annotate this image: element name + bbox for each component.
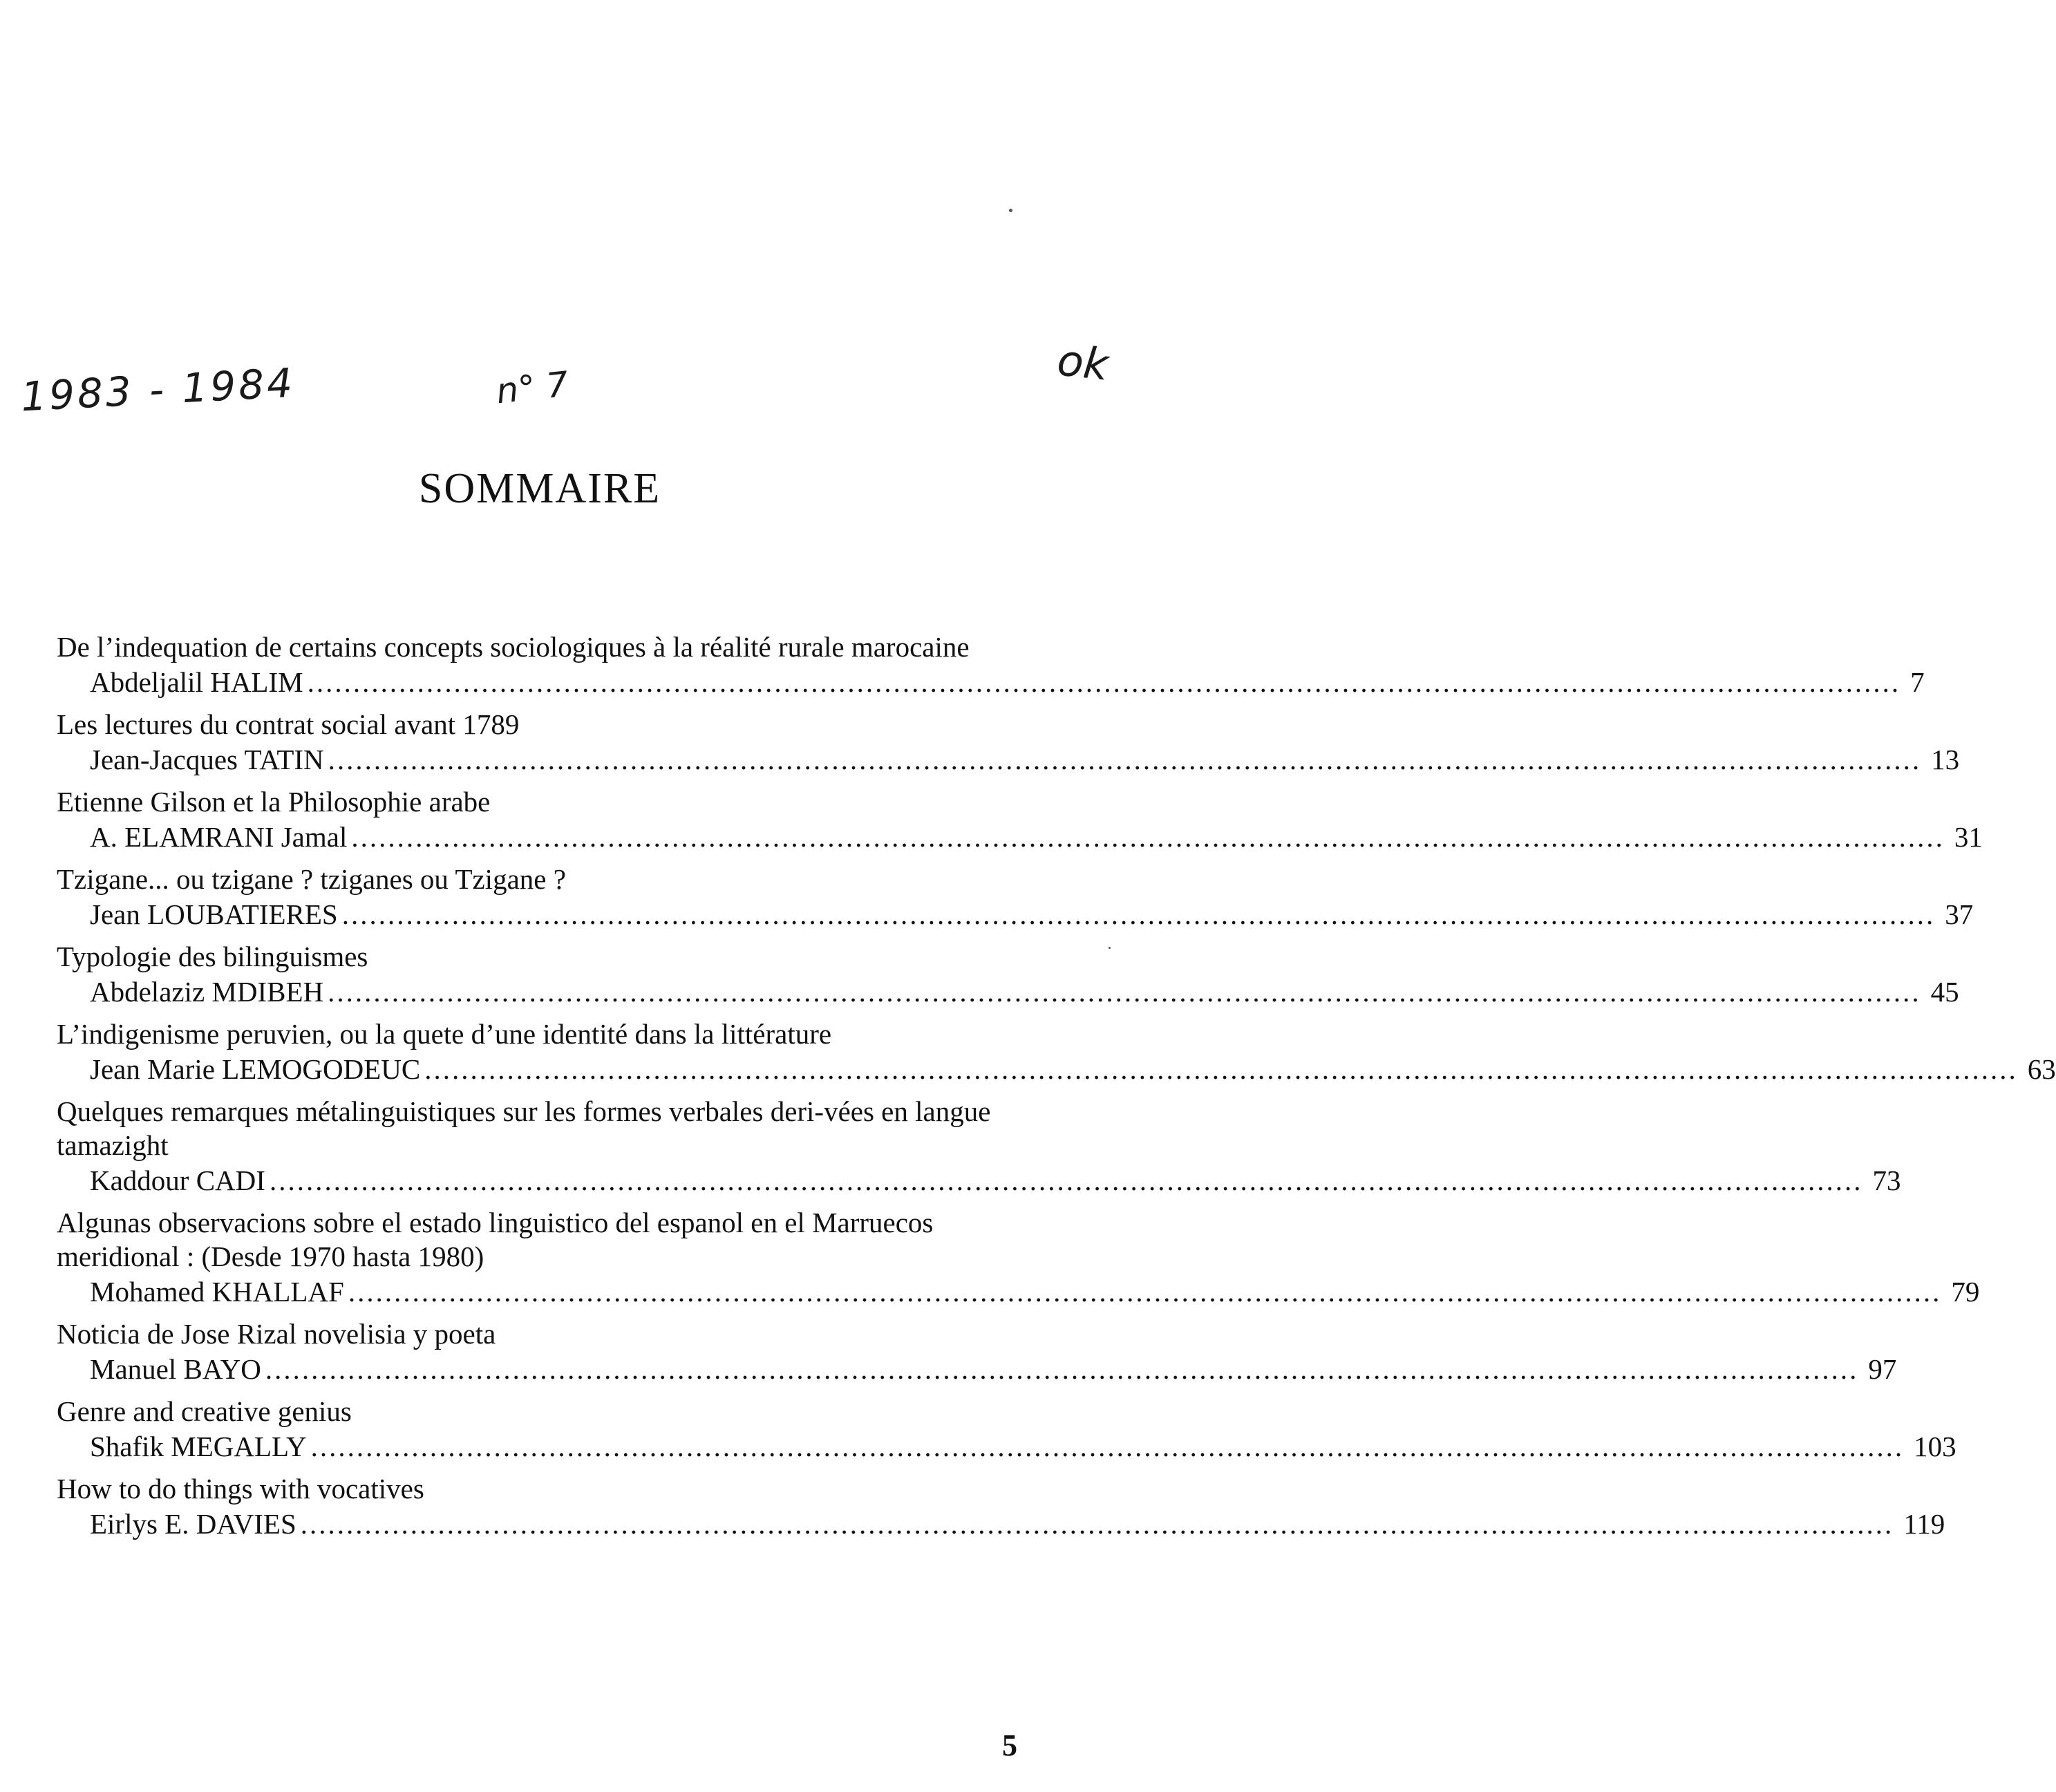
entry-title: Typologie des bilinguismes bbox=[57, 941, 368, 972]
entry-author: Kaddour CADI bbox=[90, 1164, 265, 1196]
toc-entry bbox=[57, 1317, 1897, 1387]
entry-title: Tzigane... ou tzigane ? tziganes ou Tzigane ? bbox=[57, 863, 566, 895]
toc-entry bbox=[57, 708, 1960, 777]
entry-author: Jean-Jacques TATIN bbox=[90, 744, 324, 775]
entry-author: Abdeljalil HALIM bbox=[90, 666, 303, 698]
entry-page-number: 97 bbox=[1868, 1353, 1897, 1385]
dot-leader: .............................................................................................................................................................................. bbox=[351, 821, 1945, 853]
entry-author: Shafik MEGALLY bbox=[90, 1431, 307, 1462]
dot-leader: .............................................................................................................................................................................. bbox=[269, 1164, 1863, 1196]
page-title: SOMMAIRE bbox=[418, 465, 661, 512]
dot-leader: .............................................................................................................................................................................. bbox=[341, 898, 1936, 930]
entry-author: Abdelaziz MDIBEH bbox=[90, 976, 324, 1008]
toc-entry bbox=[57, 785, 1983, 855]
entry-page-number: 31 bbox=[1954, 821, 1983, 853]
entry-author: A. ELAMRANI Jamal bbox=[90, 821, 348, 853]
toc-entry bbox=[57, 940, 1959, 1010]
entry-page-number: 79 bbox=[1951, 1276, 1980, 1308]
handwritten-years: 1983 - 1984 bbox=[19, 359, 296, 421]
entry-author: Manuel BAYO bbox=[90, 1353, 261, 1385]
entry-title: Etienne Gilson et la Philosophie arabe bbox=[57, 786, 491, 818]
toc-entry bbox=[57, 1095, 1901, 1198]
handwritten-ok: ok bbox=[1055, 334, 1111, 390]
toc-entry bbox=[57, 1472, 1945, 1542]
entry-page-number: 63 bbox=[2027, 1053, 2056, 1085]
toc-entry bbox=[57, 1017, 2056, 1087]
table-of-contents bbox=[57, 630, 2056, 1549]
dot-leader: .............................................................................................................................................................................. bbox=[328, 744, 1922, 775]
dot-leader: .............................................................................................................................................................................. bbox=[265, 1353, 1859, 1385]
dot-leader: .............................................................................................................................................................................. bbox=[300, 1508, 1894, 1540]
entry-page-number: 37 bbox=[1945, 898, 1974, 930]
entry-author: Jean LOUBATIERES bbox=[90, 898, 338, 930]
dot-leader: .............................................................................................................................................................................. bbox=[328, 976, 1921, 1008]
toc-entry bbox=[57, 862, 1974, 932]
dot-leader: .............................................................................................................................................................................. bbox=[307, 666, 1901, 698]
entry-author: Jean Marie LEMOGODEUC bbox=[90, 1053, 421, 1085]
toc-entry bbox=[57, 1206, 1980, 1310]
entry-author: Eirlys E. DAVIES bbox=[90, 1508, 296, 1540]
entry-title: Algunas observacions sobre el estado linguistico del espanol en el Marruecos meridional : (Desde 1970 hasta 1980) bbox=[57, 1207, 934, 1272]
entry-title: L’indigenisme peruvien, ou la quete d’une identité dans la littérature bbox=[57, 1018, 832, 1050]
dot-leader: .............................................................................................................................................................................. bbox=[424, 1053, 2018, 1085]
page-number: 5 bbox=[1002, 1728, 1017, 1762]
entry-title: How to do things with vocatives bbox=[57, 1473, 424, 1505]
entry-page-number: 7 bbox=[1910, 666, 1925, 698]
entry-page-number: 119 bbox=[1903, 1508, 1945, 1540]
entry-page-number: 13 bbox=[1931, 744, 1960, 775]
toc-entry bbox=[57, 630, 1925, 700]
entry-title: Quelques remarques métalinguistiques sur les formes verbales deri-vées en langue tamazight bbox=[57, 1095, 991, 1161]
entry-title: Noticia de Jose Rizal novelisia y poeta bbox=[57, 1318, 496, 1350]
scan-speck bbox=[1009, 209, 1012, 212]
entry-title: Les lectures du contrat social avant 1789 bbox=[57, 708, 520, 740]
dot-leader: .............................................................................................................................................................................. bbox=[310, 1431, 1905, 1462]
handwritten-issue-number: n° 7 bbox=[494, 364, 571, 412]
entry-page-number: 73 bbox=[1872, 1164, 1901, 1196]
scan-speck bbox=[1109, 947, 1111, 949]
entry-title: De l’indequation de certains concepts sociologiques à la réalité rurale marocaine bbox=[57, 631, 970, 663]
entry-page-number: 103 bbox=[1914, 1431, 1956, 1462]
entry-title: Genre and creative genius bbox=[57, 1395, 352, 1427]
entry-author: Mohamed KHALLAF bbox=[90, 1276, 344, 1308]
dot-leader: .............................................................................................................................................................................. bbox=[348, 1276, 1942, 1308]
toc-entry bbox=[57, 1395, 1956, 1464]
entry-page-number: 45 bbox=[1930, 976, 1959, 1008]
